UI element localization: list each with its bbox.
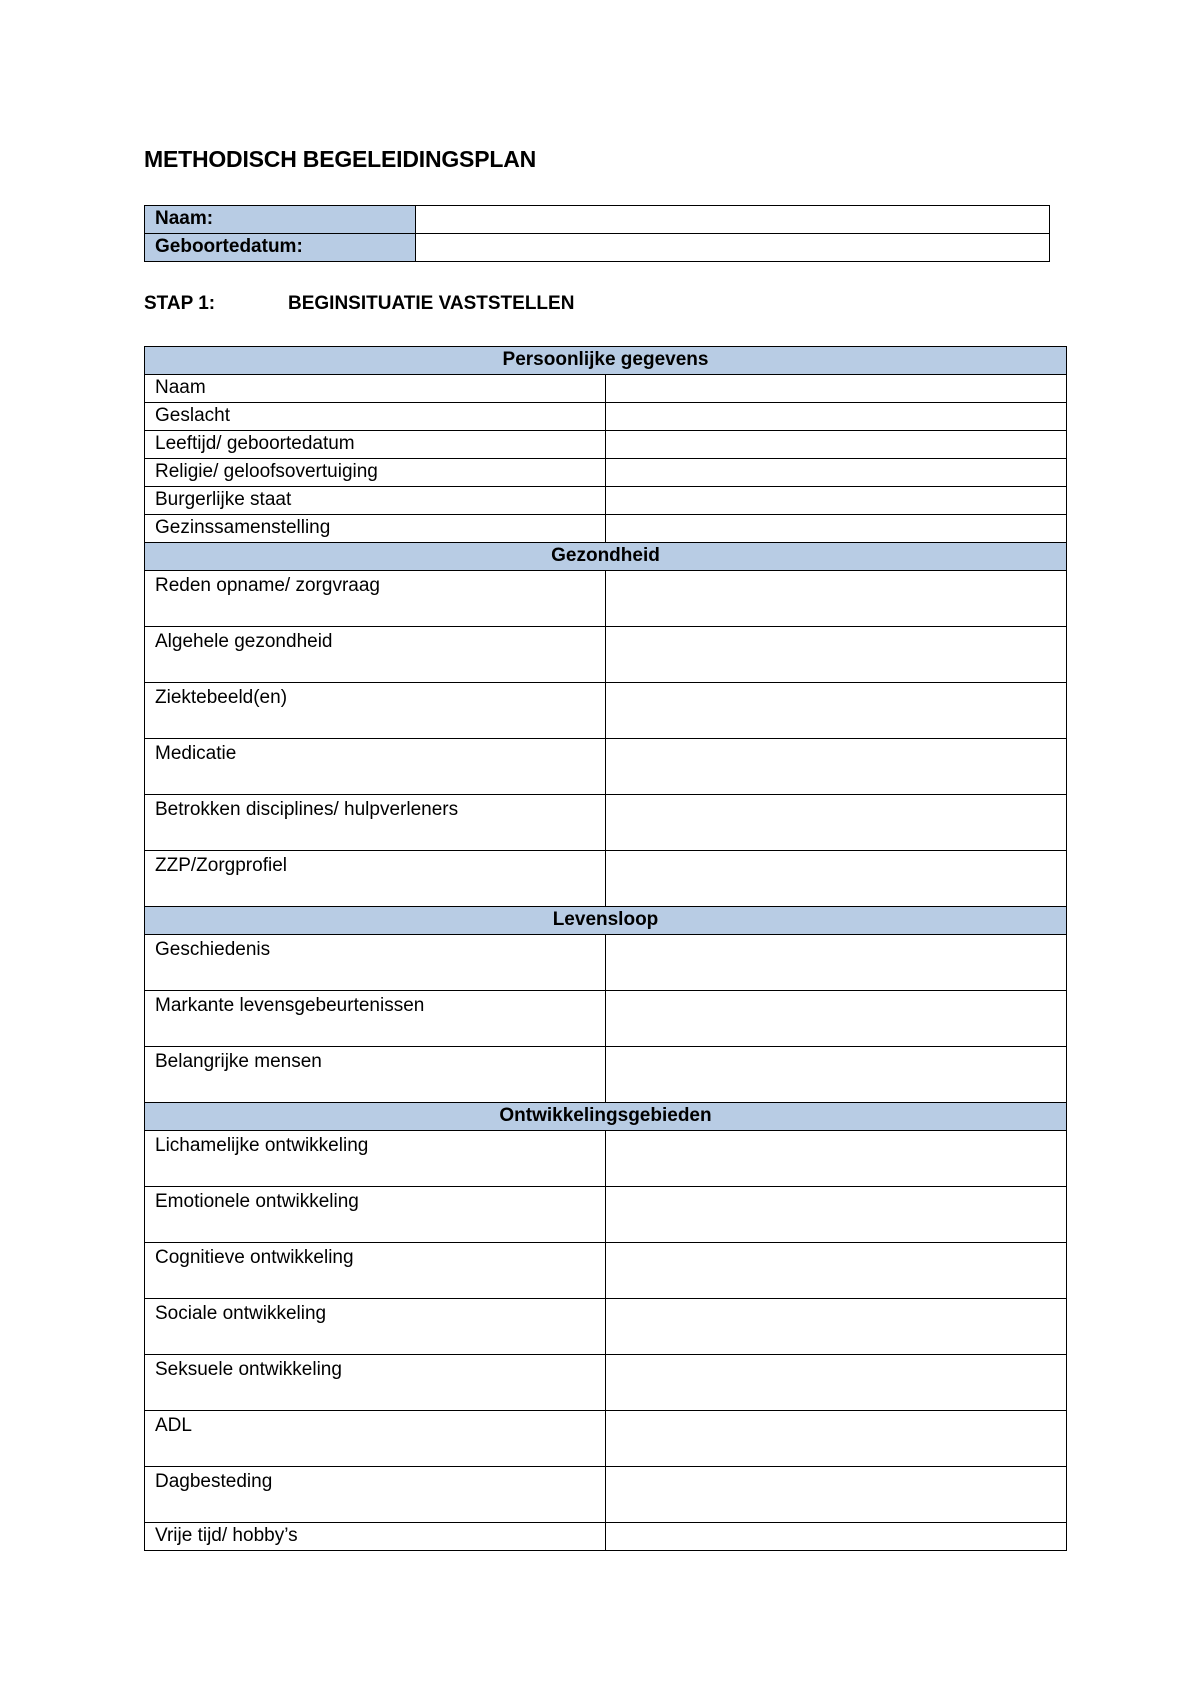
section-header-ontwikkelingsgebieden: Ontwikkelingsgebieden: [145, 1103, 1067, 1131]
row-label: Cognitieve ontwikkeling: [145, 1243, 606, 1299]
row-value-cell[interactable]: [606, 515, 1067, 543]
row-value-cell[interactable]: [606, 375, 1067, 403]
row-value-cell[interactable]: [606, 795, 1067, 851]
row-label: Geslacht: [145, 403, 606, 431]
step-title: BEGINSITUATIE VASTSTELLEN: [288, 293, 575, 314]
row-label: ZZP/Zorgprofiel: [145, 851, 606, 907]
row-value-cell[interactable]: [606, 1355, 1067, 1411]
name-value-cell[interactable]: [416, 206, 1050, 234]
row-label: Lichamelijke ontwikkeling: [145, 1131, 606, 1187]
table-row: [145, 375, 1067, 403]
row-label: Sociale ontwikkeling: [145, 1299, 606, 1355]
table-row: [145, 515, 1067, 543]
birthdate-value-cell[interactable]: [416, 234, 1050, 262]
beginsituatie-table: [144, 346, 1067, 1551]
row-value-cell[interactable]: [606, 1523, 1067, 1551]
table-row: [145, 795, 1067, 851]
table-row: [145, 991, 1067, 1047]
table-row: [145, 1243, 1067, 1299]
row-label: Religie/ geloofsovertuiging: [145, 459, 606, 487]
row-label: Vrije tijd/ hobby’s: [145, 1523, 606, 1551]
row-label: Leeftijd/ geboortedatum: [145, 431, 606, 459]
table-row: [145, 1299, 1067, 1355]
row-label: Medicatie: [145, 739, 606, 795]
row-value-cell[interactable]: [606, 459, 1067, 487]
table-row: [145, 1411, 1067, 1467]
row-label: Seksuele ontwikkeling: [145, 1355, 606, 1411]
section-header-row: [145, 347, 1067, 375]
row-label: Dagbesteding: [145, 1467, 606, 1523]
table-row: [145, 627, 1067, 683]
table-row: [145, 206, 1050, 234]
table-row: [145, 403, 1067, 431]
row-label: Naam: [145, 375, 606, 403]
row-label: Gezinssamenstelling: [145, 515, 606, 543]
row-label: Belangrijke mensen: [145, 1047, 606, 1103]
table-row: [145, 1047, 1067, 1103]
row-label: Ziektebeeld(en): [145, 683, 606, 739]
row-value-cell[interactable]: [606, 935, 1067, 991]
row-value-cell[interactable]: [606, 1131, 1067, 1187]
table-row: [145, 851, 1067, 907]
table-row: [145, 571, 1067, 627]
table-row: [145, 935, 1067, 991]
table-row: [145, 1131, 1067, 1187]
row-value-cell[interactable]: [606, 683, 1067, 739]
section-header-row: [145, 907, 1067, 935]
row-label: Emotionele ontwikkeling: [145, 1187, 606, 1243]
table-row: [145, 487, 1067, 515]
table-row: [145, 1355, 1067, 1411]
row-value-cell[interactable]: [606, 1299, 1067, 1355]
row-value-cell[interactable]: [606, 1187, 1067, 1243]
table-row: [145, 1467, 1067, 1523]
row-value-cell[interactable]: [606, 1047, 1067, 1103]
identity-table: [144, 205, 1050, 262]
row-label: Betrokken disciplines/ hulpverleners: [145, 795, 606, 851]
section-header-row: [145, 1103, 1067, 1131]
row-label: Algehele gezondheid: [145, 627, 606, 683]
row-label: Reden opname/ zorgvraag: [145, 571, 606, 627]
table-row: [145, 234, 1050, 262]
row-value-cell[interactable]: [606, 403, 1067, 431]
row-label: Burgerlijke staat: [145, 487, 606, 515]
row-value-cell[interactable]: [606, 431, 1067, 459]
table-row: [145, 431, 1067, 459]
table-row: [145, 683, 1067, 739]
row-value-cell[interactable]: [606, 487, 1067, 515]
row-value-cell[interactable]: [606, 1411, 1067, 1467]
section-header-gezondheid: Gezondheid: [145, 543, 1067, 571]
row-value-cell[interactable]: [606, 1243, 1067, 1299]
table-row: [145, 1523, 1067, 1551]
row-value-cell[interactable]: [606, 851, 1067, 907]
birthdate-label: Geboortedatum:: [145, 234, 416, 262]
document-title: METHODISCH BEGELEIDINGSPLAN: [144, 146, 537, 172]
section-header-row: [145, 543, 1067, 571]
row-label: ADL: [145, 1411, 606, 1467]
row-label: Markante levensgebeurtenissen: [145, 991, 606, 1047]
section-header-levensloop: Levensloop: [145, 907, 1067, 935]
row-label: Geschiedenis: [145, 935, 606, 991]
table-row: [145, 459, 1067, 487]
table-row: [145, 739, 1067, 795]
row-value-cell[interactable]: [606, 991, 1067, 1047]
row-value-cell[interactable]: [606, 571, 1067, 627]
row-value-cell[interactable]: [606, 1467, 1067, 1523]
table-row: [145, 1187, 1067, 1243]
step-number: STAP 1:: [144, 293, 216, 314]
row-value-cell[interactable]: [606, 627, 1067, 683]
row-value-cell[interactable]: [606, 739, 1067, 795]
name-label: Naam:: [145, 206, 416, 234]
section-header-persoonlijke-gegevens: Persoonlijke gegevens: [145, 347, 1067, 375]
